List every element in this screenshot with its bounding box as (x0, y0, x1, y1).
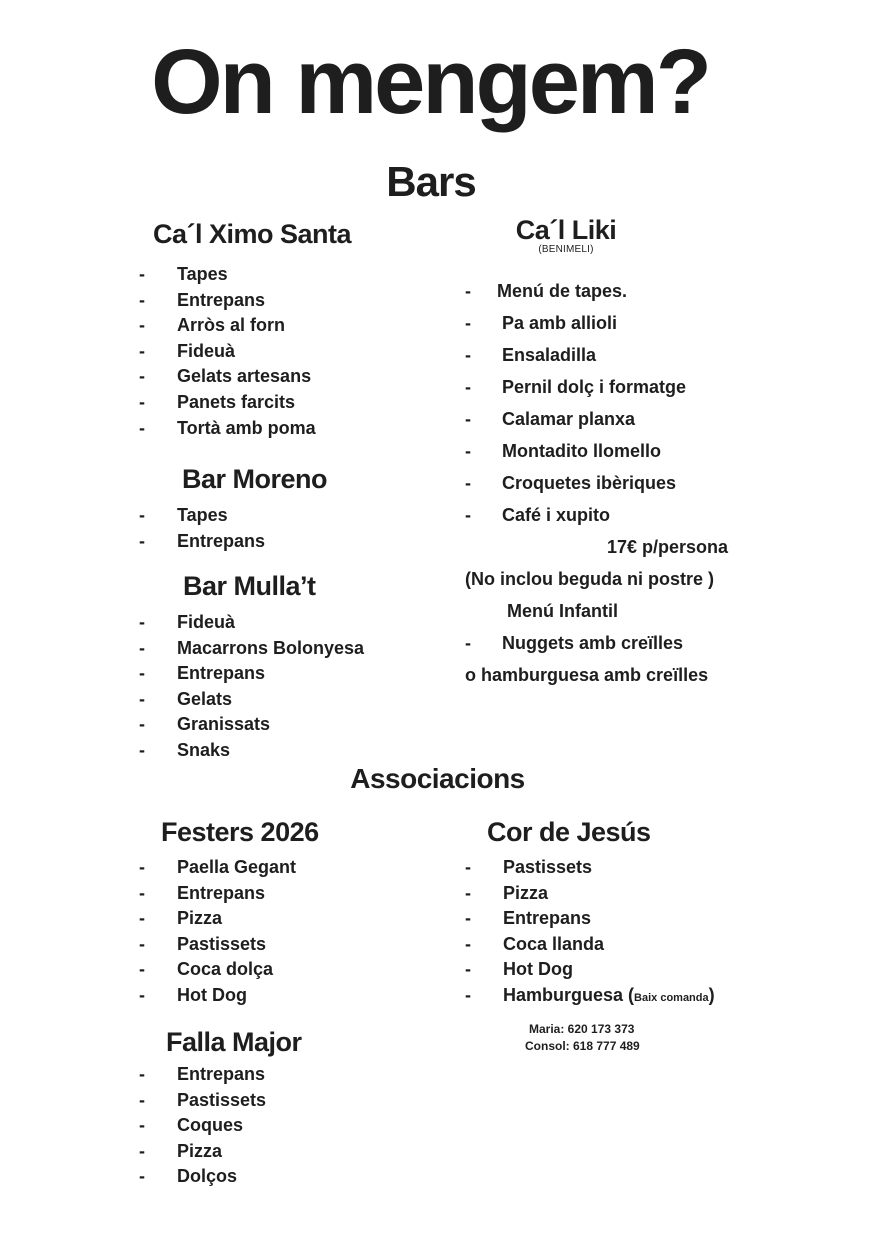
list-item (139, 390, 399, 416)
list-item (139, 855, 399, 881)
dash: - (465, 882, 471, 903)
bar-moreno-list (139, 503, 399, 554)
bar-mullat-title: Bar Mulla’t (183, 571, 316, 601)
list-item-label: Granissats (177, 714, 271, 735)
cal-liki-subtitle: (BENIMELI) (538, 244, 594, 256)
cor-jesus-title: Cor de Jesús (487, 817, 651, 847)
list-item-label: Entrepans (177, 1064, 266, 1084)
dash: - (139, 688, 145, 709)
cal-liki-list (465, 275, 765, 531)
cal-liki-title-wrap (500, 214, 632, 255)
dash: - (465, 908, 471, 929)
dash: - (465, 345, 471, 365)
cor-jesus-last-item (465, 983, 765, 1009)
kids-menu-item-label: Nuggets amb creïlles (502, 633, 684, 653)
list-item-label: Montadito llomello (502, 441, 661, 461)
list-item-label: Tapes (177, 264, 228, 284)
list-item-label: Paella Gegant (177, 857, 297, 877)
cal-ximo-title-wrap (153, 218, 351, 250)
cal-ximo-title: Ca´l Ximo Santa (153, 219, 352, 249)
cor-jesus-title-wrap (487, 816, 651, 848)
list-item (139, 881, 399, 907)
list-item (139, 262, 399, 288)
dash: - (139, 663, 145, 684)
list-item (139, 906, 399, 932)
cor-jesus-last-label-wrap (503, 983, 715, 1012)
dash: - (139, 984, 145, 1005)
list-item-label: Fideuà (177, 340, 236, 361)
dash: - (465, 505, 471, 525)
festers-list (139, 855, 399, 1009)
list-item (465, 435, 765, 467)
contact-maria: Maria: 620 173 373 (529, 1022, 635, 1036)
cal-liki-title: Ca´l Liki (515, 215, 617, 245)
cor-jesus-last-note: Baix comanda (634, 992, 709, 1004)
list-item (139, 957, 399, 983)
list-item (465, 906, 765, 932)
dash: - (139, 714, 145, 735)
dash: - (465, 473, 471, 493)
list-item (139, 1164, 399, 1190)
dash: - (465, 441, 471, 461)
dash: - (139, 933, 145, 954)
list-item-label: Dolços (177, 1166, 238, 1187)
dash: - (465, 313, 471, 333)
list-item-label: Hot Dog (177, 984, 247, 1005)
list-item-label: Calamar planxa (502, 409, 636, 429)
kids-menu-title: Menú Infantil (507, 601, 618, 621)
falla-major-title-wrap (166, 1026, 302, 1058)
list-item-label: Pastissets (177, 933, 267, 954)
dash: - (465, 933, 471, 954)
dash: - (139, 417, 145, 438)
list-item (465, 371, 765, 403)
list-item-label: Menú de tapes. (497, 281, 628, 301)
list-item (465, 339, 765, 371)
dash: - (139, 612, 145, 632)
bars-heading: Bars (386, 158, 476, 205)
list-item-label: Tortà amb poma (177, 417, 316, 438)
list-item-label: Pa amb allioli (502, 313, 618, 333)
list-item-label: Entrepans (177, 289, 266, 310)
list-item (465, 467, 765, 499)
cor-jesus-last-label: Hamburguesa ( (503, 985, 635, 1005)
dash: - (465, 985, 471, 1005)
list-item (465, 403, 765, 435)
dash: - (139, 882, 145, 903)
dash: - (139, 1115, 145, 1136)
list-item (139, 610, 399, 636)
dash: - (139, 340, 145, 361)
list-item-label: Coca llanda (503, 933, 605, 954)
list-item (139, 288, 399, 314)
list-item-label: Entrepans (177, 882, 266, 903)
cal-liki-price: 17€ p/persona (607, 537, 729, 557)
list-item (465, 932, 765, 958)
cal-liki-note: (No inclou beguda ni postre ) (465, 569, 714, 589)
festers-title-wrap (161, 816, 319, 848)
list-item (139, 636, 399, 662)
dash: - (465, 633, 471, 653)
dash: - (139, 959, 145, 980)
list-item-label: Pizza (177, 908, 223, 929)
dash: - (139, 289, 145, 310)
bar-moreno-title-wrap (182, 463, 327, 495)
dash: - (465, 281, 471, 301)
dash: - (139, 908, 145, 929)
list-item-label: Coques (177, 1115, 244, 1136)
list-item-label: Pastissets (177, 1089, 267, 1110)
list-item (139, 687, 399, 713)
dash: - (139, 530, 145, 551)
dash: - (139, 366, 145, 387)
cor-jesus-list (465, 855, 765, 983)
list-item (139, 1139, 399, 1165)
dash: - (139, 857, 145, 877)
list-item (139, 712, 399, 738)
list-item-label: Café i xupito (502, 505, 611, 525)
list-item-label: Macarrons Bolonyesa (177, 637, 365, 658)
list-item-label: Pizza (177, 1140, 223, 1161)
list-item-label: Gelats artesans (177, 366, 312, 387)
dash: - (465, 377, 471, 397)
cal-ximo-list (139, 262, 399, 441)
list-item-label: Fideuà (177, 612, 236, 632)
list-item-label: Ensaladilla (502, 345, 597, 365)
list-item-label: Panets farcits (177, 391, 296, 412)
list-item (465, 881, 765, 907)
list-item (139, 738, 399, 764)
list-item (465, 957, 765, 983)
dash: - (139, 505, 145, 525)
list-item-label: Gelats (177, 688, 233, 709)
list-item (465, 855, 765, 881)
list-item (139, 983, 399, 1009)
dash: - (465, 959, 471, 980)
list-item-label: Pastissets (503, 857, 593, 877)
list-item-label: Arròs al forn (177, 315, 286, 336)
list-item (465, 275, 765, 307)
list-item (139, 529, 399, 555)
bar-moreno-title: Bar Moreno (182, 464, 328, 494)
bar-mullat-list (139, 610, 399, 764)
list-item (139, 416, 399, 442)
dash: - (139, 315, 145, 336)
dash: - (139, 637, 145, 658)
kids-menu-alt: o hamburguesa amb creïlles (465, 665, 709, 685)
list-item (139, 932, 399, 958)
list-item-label: Hot Dog (503, 959, 573, 980)
list-item-label: Pernil dolç i formatge (502, 377, 687, 397)
list-item-label: Entrepans (177, 530, 266, 551)
dash: - (139, 1140, 145, 1161)
list-item (139, 661, 399, 687)
list-item-label: Entrepans (177, 663, 266, 684)
list-item (465, 983, 765, 1009)
dash: - (139, 264, 145, 284)
kids-menu-item (465, 627, 684, 659)
associations-heading: Associacions (350, 763, 525, 794)
list-item-label: Snaks (177, 739, 231, 760)
bar-mullat-title-wrap (183, 570, 316, 602)
list-item (139, 503, 399, 529)
contact-consol: Consol: 618 777 489 (525, 1039, 640, 1053)
list-item (139, 313, 399, 339)
dash: - (139, 739, 145, 760)
falla-major-title: Falla Major (166, 1027, 302, 1057)
list-item (465, 307, 765, 339)
cor-jesus-last-close: ) (708, 985, 715, 1005)
list-item (139, 364, 399, 390)
list-item-label: Coca dolça (177, 959, 274, 980)
dash: - (139, 1166, 145, 1187)
festers-title: Festers 2026 (161, 817, 319, 847)
dash: - (139, 1064, 145, 1084)
list-item (139, 1088, 399, 1114)
list-item (465, 499, 765, 531)
dash: - (465, 409, 471, 429)
list-item-label: Croquetes ibèriques (502, 473, 677, 493)
list-item-label: Entrepans (503, 908, 592, 929)
page-title: On mengem? (151, 31, 709, 133)
list-item-label: Pizza (503, 882, 549, 903)
list-item-label: Tapes (177, 505, 228, 525)
dash: - (465, 857, 471, 877)
list-item (139, 1113, 399, 1139)
falla-major-list (139, 1062, 399, 1190)
list-item (139, 1062, 399, 1088)
dash: - (139, 1089, 145, 1110)
dash: - (139, 391, 145, 412)
list-item (139, 339, 399, 365)
